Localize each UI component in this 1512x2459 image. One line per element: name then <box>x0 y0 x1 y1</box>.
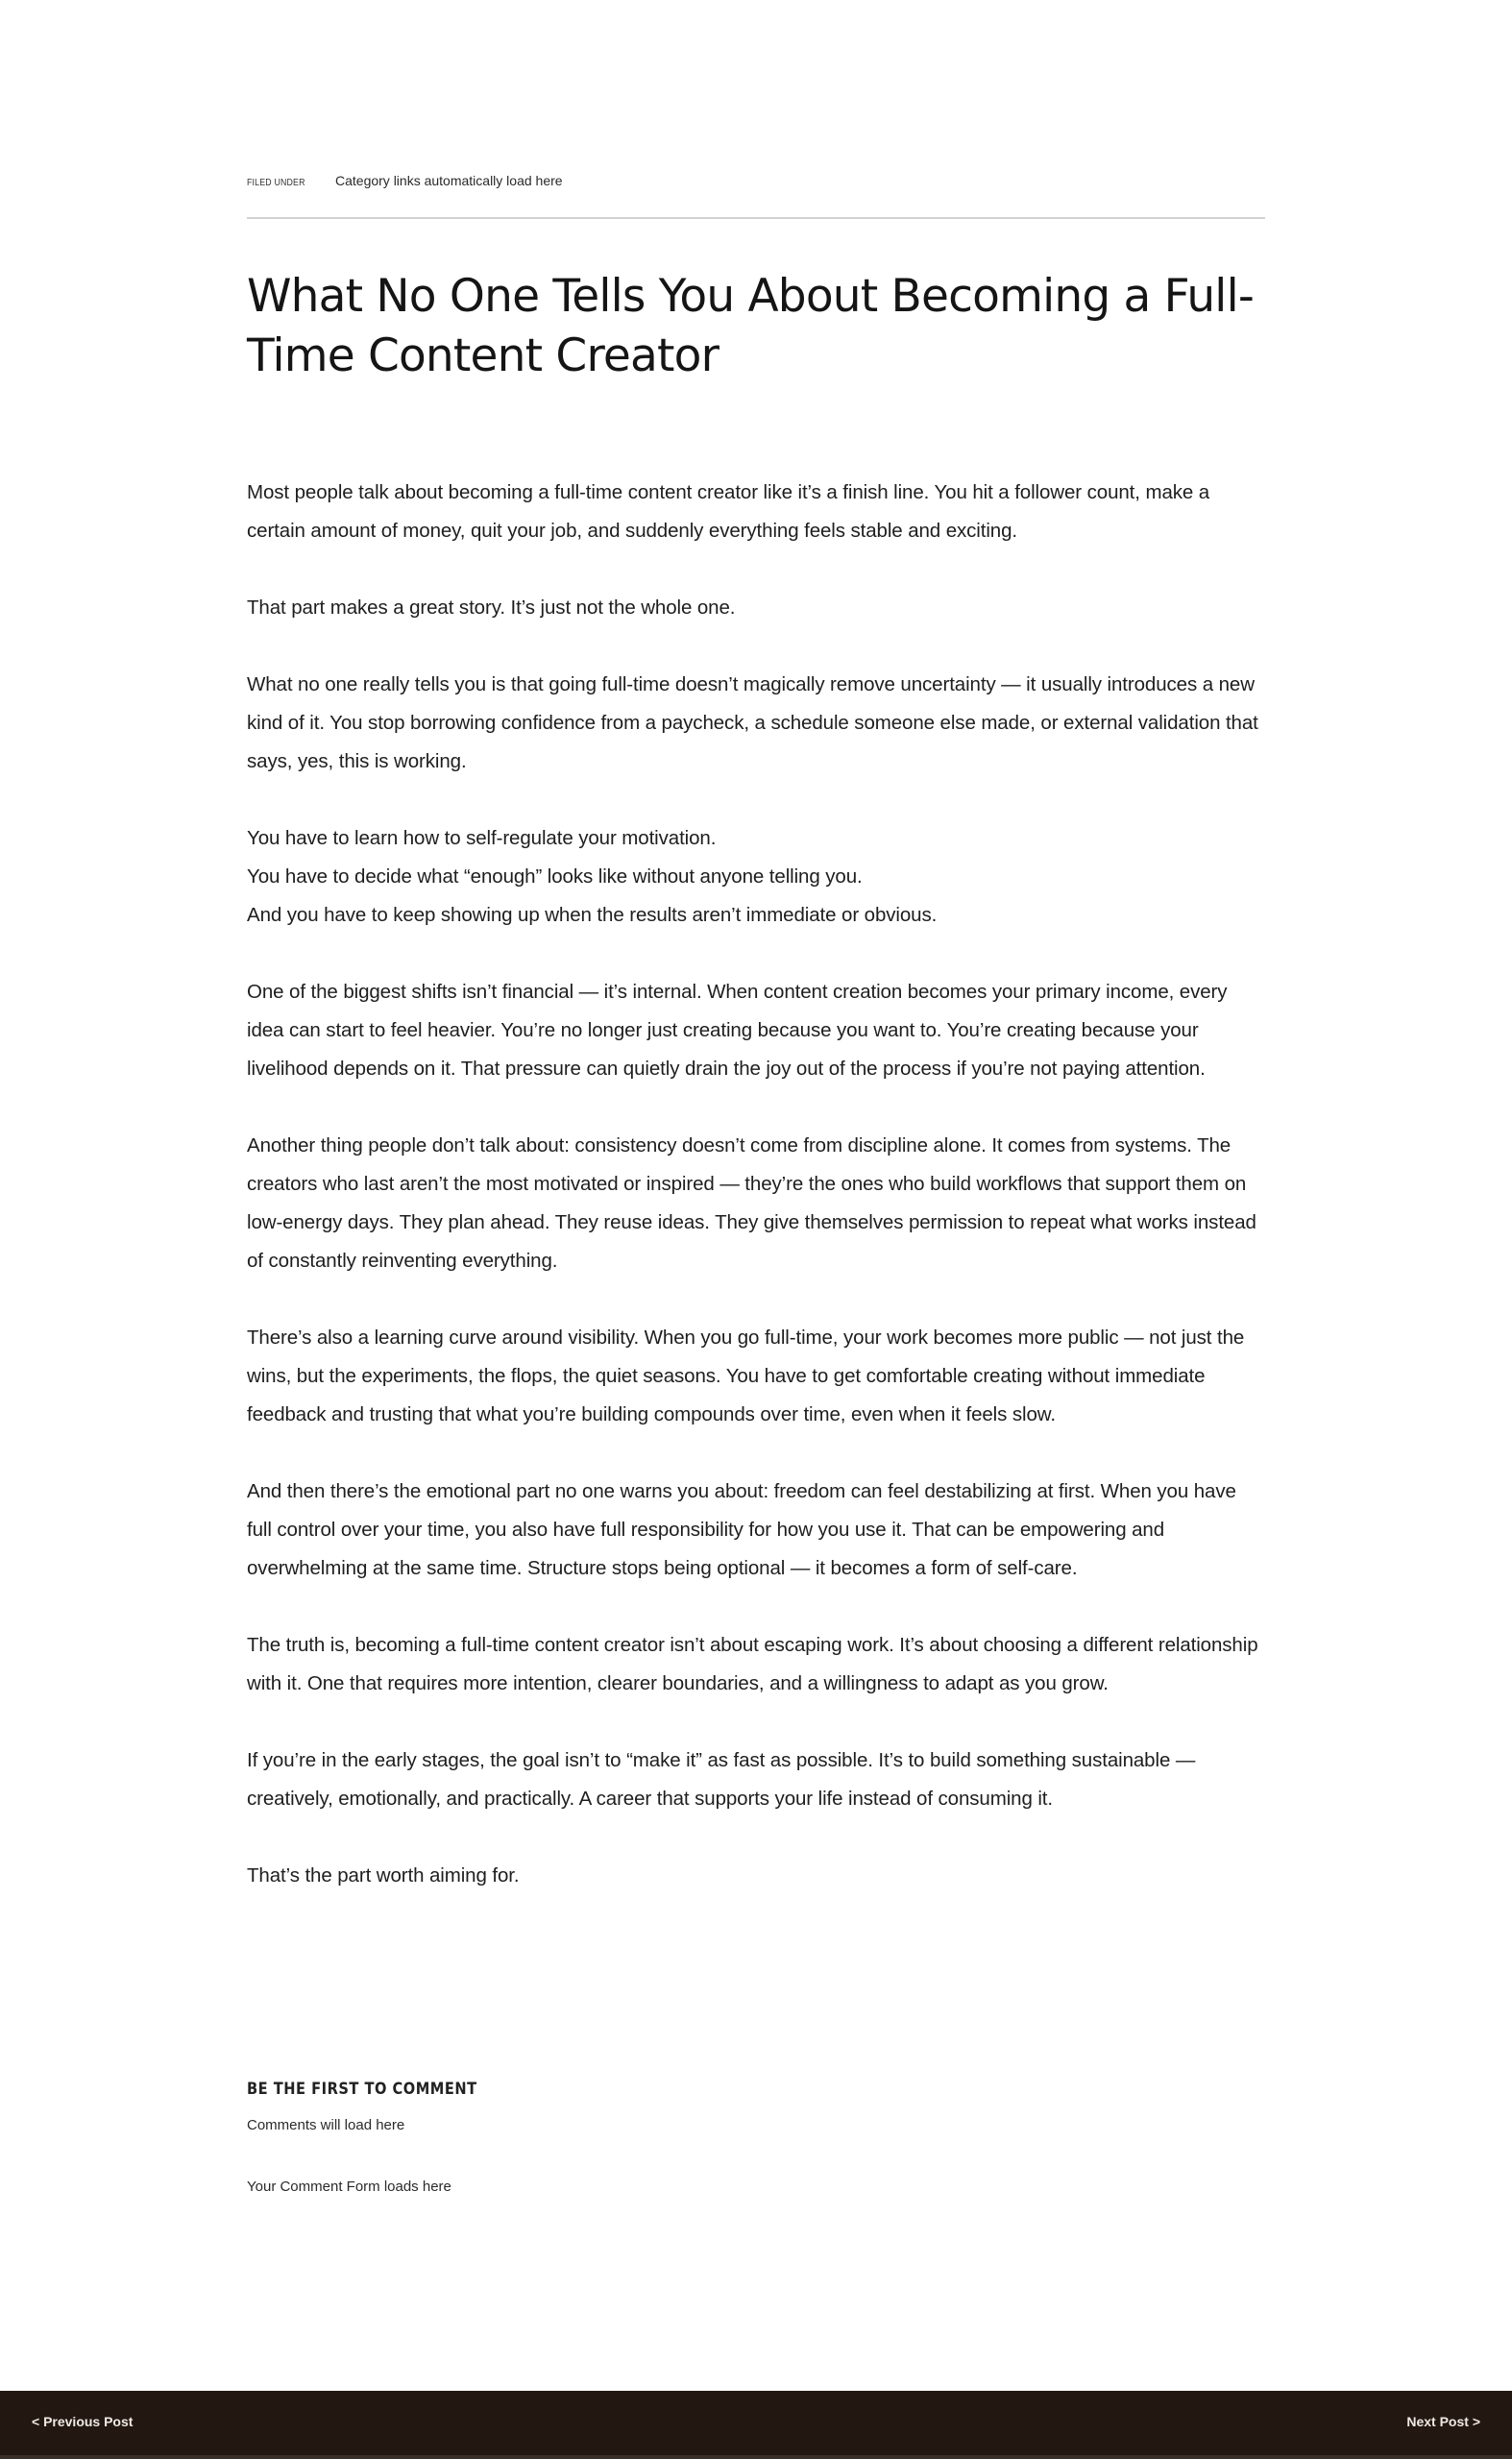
paragraph-line: You have to learn how to self-regulate your motivation. <box>247 827 717 849</box>
previous-post-link[interactable]: < Previous Post <box>32 2414 134 2429</box>
post-title: What No One Tells You About Becoming a Full-Time Content Creator <box>247 270 1254 382</box>
paragraph: Most people talk about becoming a full-time content creator like it’s a finish line. You hit a follower count, make a certain amount of money, quit your job, and suddenly everything feels stable and exciting. <box>247 481 1210 542</box>
paragraph-line: And you have to keep showing up when the results aren’t immediate or obvious. <box>247 904 938 926</box>
header-divider <box>247 217 1265 219</box>
post-navigation-footer <box>0 2391 1512 2459</box>
comments-heading: BE THE FIRST TO COMMENT <box>247 2080 477 2099</box>
filed-under-row <box>247 173 563 188</box>
paragraph: There’s also a learning curve around visibility. When you go full-time, your work becomes more public — not just the wins, but the experiments, the flops, the quiet seasons. You have to get comfortable creating without immediate feedback and trusting that what you’re building compounds over time, even when it feels slow. <box>247 1327 1245 1425</box>
paragraph: If you’re in the early stages, the goal isn’t to “make it” as fast as possible. It’s to build something sustainable — creatively, emotionally, and practically. A career that supports your life instead of consuming it. <box>247 1749 1196 1810</box>
paragraph: That’s the part worth aiming for. <box>247 1864 520 1887</box>
paragraph: That part makes a great story. It’s just not the whole one. <box>247 596 736 619</box>
category-links[interactable]: Category links automatically load here <box>335 173 563 188</box>
paragraph: The truth is, becoming a full-time content creator isn’t about escaping work. It’s about choosing a different relationship with it. One that requires more intention, clearer boundaries, and a willingness to adapt as you grow. <box>247 1634 1258 1694</box>
paragraph: One of the biggest shifts isn’t financial — it’s internal. When content creation becomes your primary income, every idea can start to feel heavier. You’re no longer just creating because you want to. You’re creating because your livelihood depends on it. That pressure can quietly drain the joy out of the process if you’re not paying attention. <box>247 981 1228 1080</box>
paragraph: What no one really tells you is that going full-time doesn’t magically remove uncertainty — it usually introduces a new kind of it. You stop borrowing confidence from a paycheck, a schedule someone else made, or external validation that says, yes, this is working. <box>247 673 1258 772</box>
comments-placeholder: Comments will load here <box>247 2117 405 2133</box>
comments-section <box>247 2078 1265 2197</box>
paragraph: Another thing people don’t talk about: consistency doesn’t come from discipline alone. It comes from systems. The creators who last aren’t the most motivated or inspired — they’re the ones who build workflows that support them on low-energy days. They plan ahead. They reuse ideas. They give themselves permission to repeat what works instead of constantly reinventing everything. <box>247 1134 1256 1272</box>
paragraph: And then there’s the emotional part no one warns you about: freedom can feel destabilizing at first. When you have full control over your time, you also have full responsibility for how you use it. That can be empowering and overwhelming at the same time. Structure stops being optional — it becomes a form of self-care. <box>247 1480 1236 1579</box>
post-body <box>247 474 1265 1934</box>
paragraph-line: You have to decide what “enough” looks like without anyone telling you. <box>247 865 863 888</box>
next-post-link[interactable]: Next Post > <box>1406 2414 1480 2429</box>
paragraph-lines <box>247 819 1265 935</box>
footer-bottom-strip <box>0 2455 1512 2459</box>
comment-form-placeholder[interactable]: Your Comment Form loads here <box>247 2179 451 2195</box>
filed-under-label: FILED UNDER <box>247 178 305 188</box>
